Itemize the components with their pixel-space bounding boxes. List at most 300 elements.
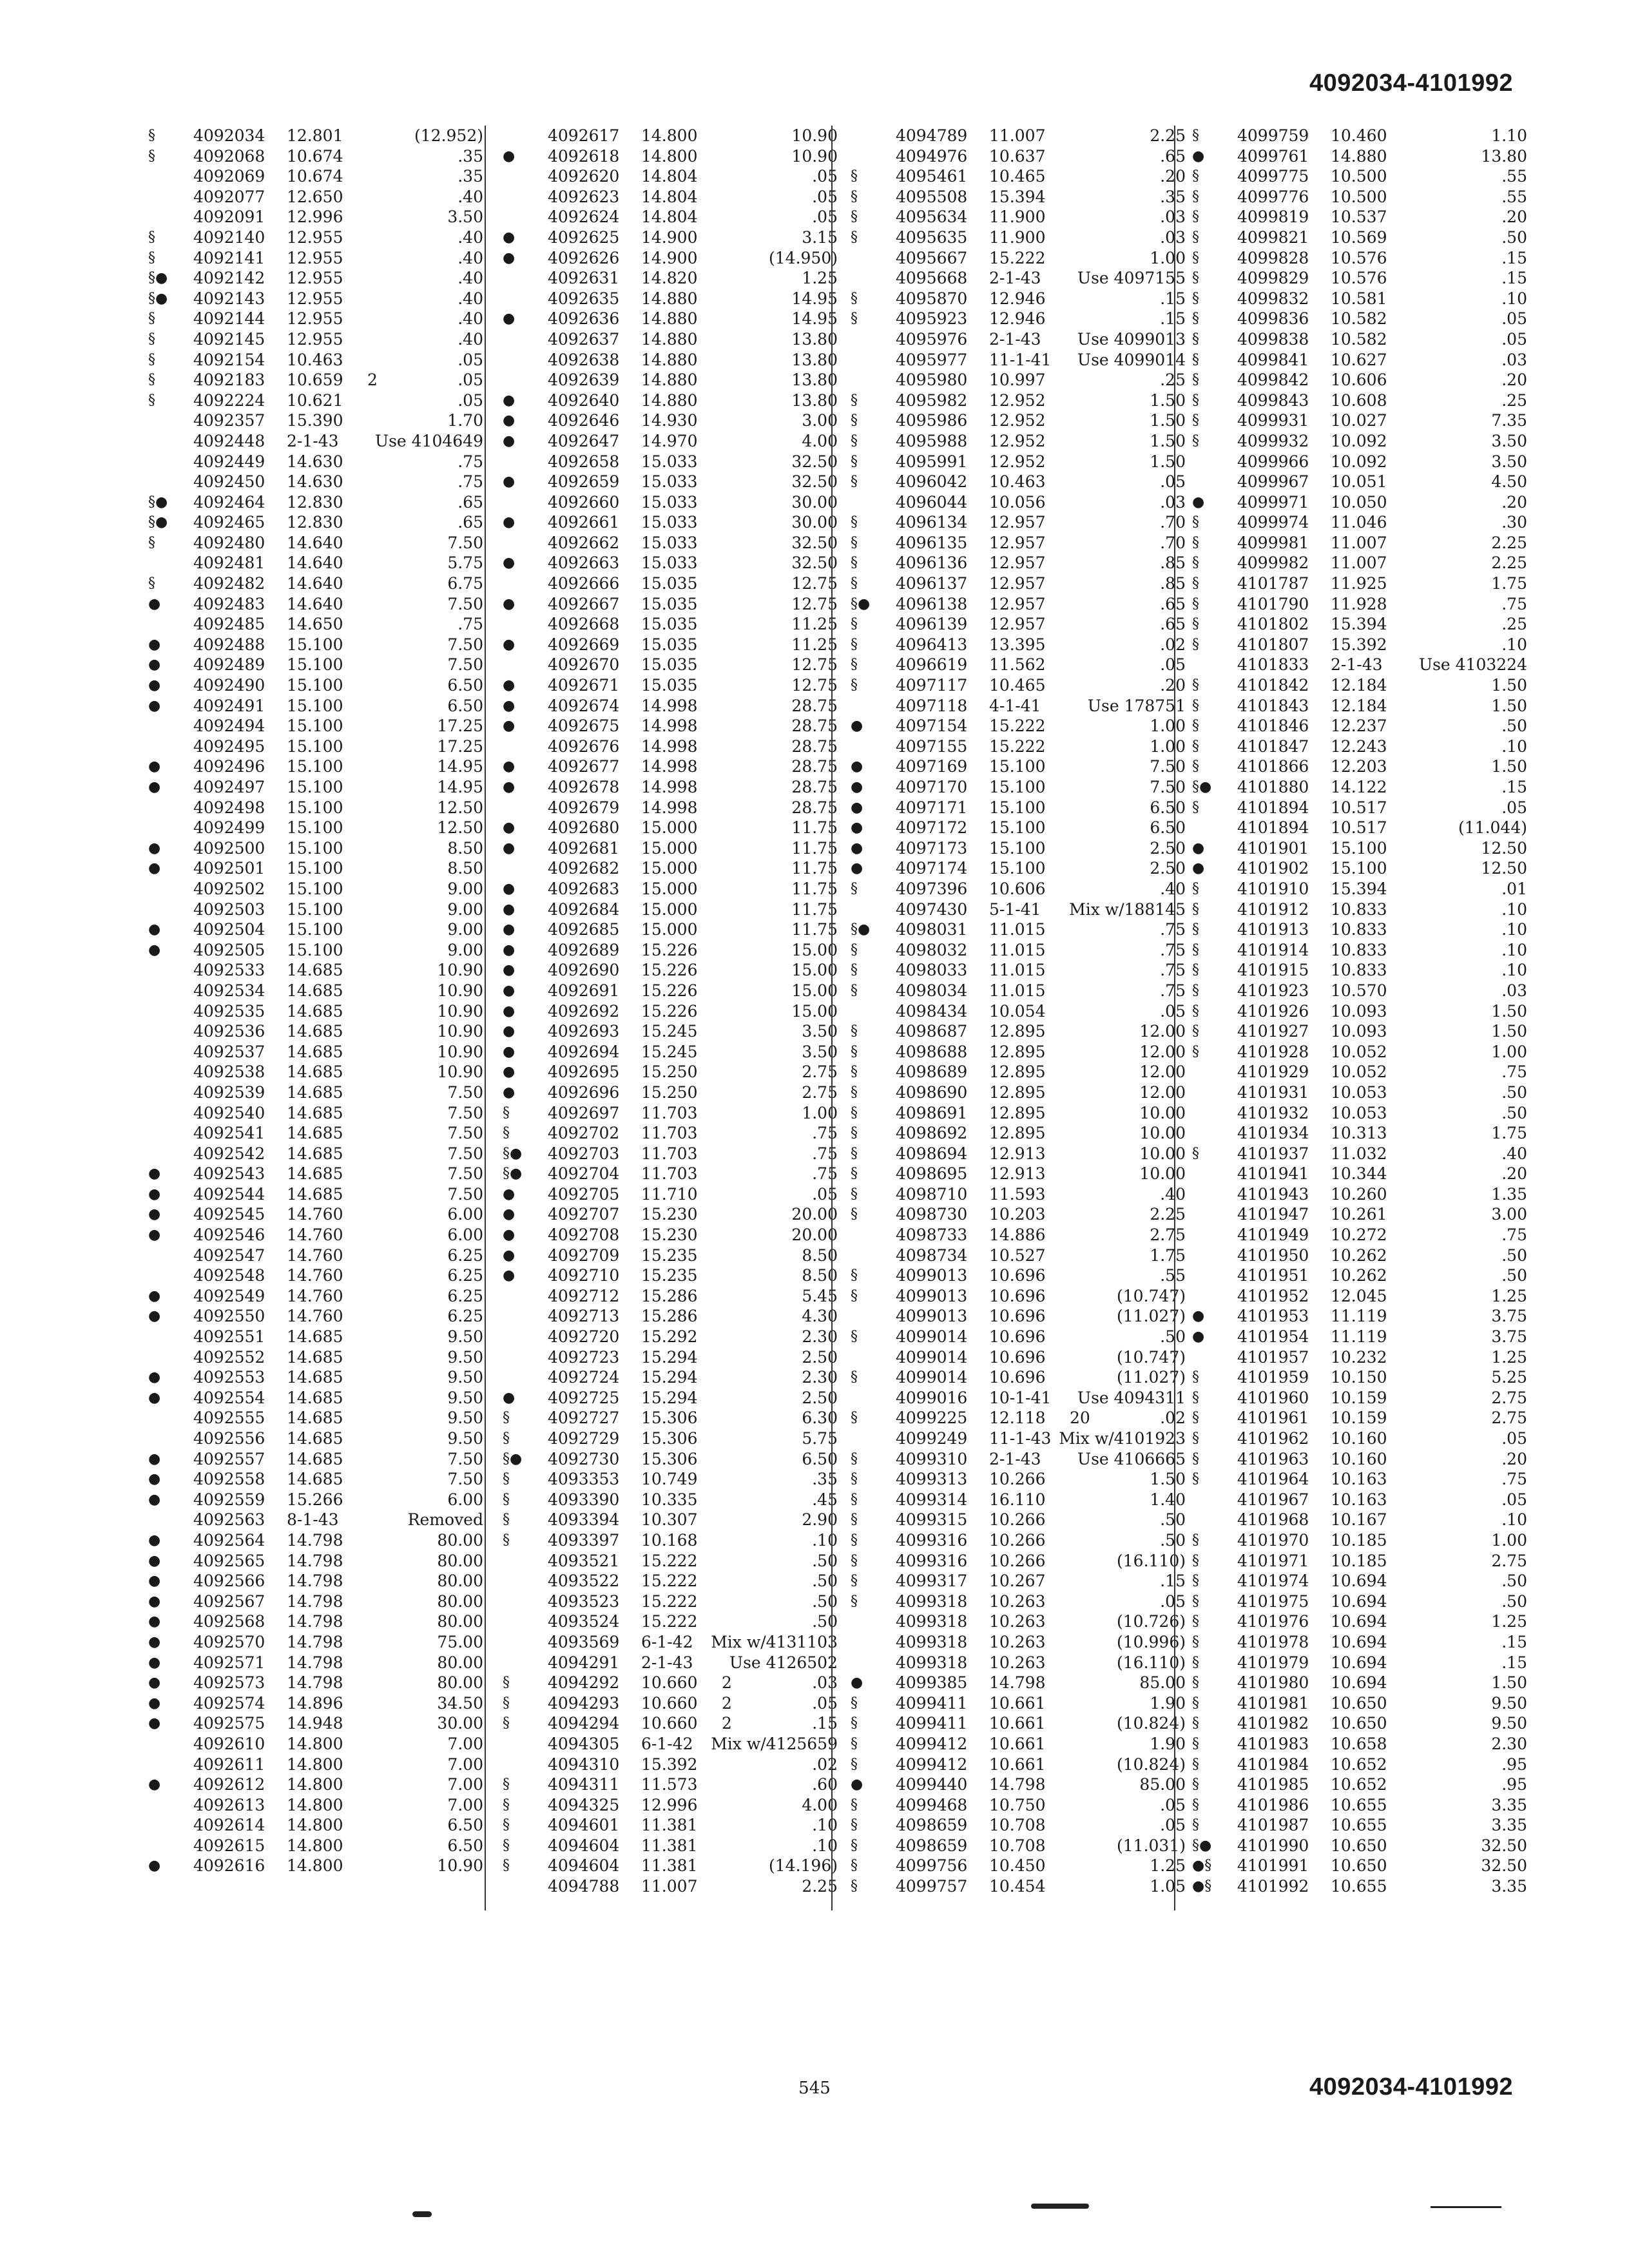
price-value: 4.30	[802, 1307, 838, 1326]
part-number: 4101992	[1237, 1877, 1309, 1896]
part-number: 4092624	[548, 207, 620, 227]
spec-value: 11.015	[989, 940, 1046, 959]
spec-value: 12.955	[287, 289, 343, 308]
price-value: 10.90	[437, 1062, 483, 1082]
part-number: 4097174	[896, 859, 968, 878]
part-number: 4096136	[896, 553, 968, 573]
spec-value: 10.659	[287, 370, 343, 390]
price-value: Mix w/4125659	[711, 1734, 838, 1753]
spec-value: 12.957	[989, 594, 1046, 613]
spec-value: 10.266	[989, 1470, 1046, 1489]
row-marker: ●	[503, 718, 516, 735]
part-number: 4092697	[548, 1103, 620, 1122]
price-value: 11.75	[791, 899, 838, 919]
part-number: 4096138	[896, 594, 968, 613]
part-number: 4092617	[548, 126, 620, 145]
spec-value: 16.110	[989, 1490, 1046, 1509]
part-number: 4092464	[193, 492, 265, 512]
price-value: 32.50	[791, 553, 838, 573]
spec-value: 14.800	[287, 1856, 343, 1876]
row-marker: §	[1192, 1756, 1199, 1773]
part-number: 4096413	[896, 635, 968, 654]
part-number: 4093353	[548, 1470, 620, 1489]
price-value: 1.75	[1491, 574, 1527, 593]
part-number: 4092154	[193, 350, 265, 369]
part-number: 4099315	[896, 1510, 968, 1530]
part-number: 4097155	[896, 736, 968, 756]
spec-value: 11.007	[1331, 533, 1387, 552]
part-number: 4092544	[193, 1184, 265, 1204]
row-marker: ●	[851, 1776, 863, 1793]
row-marker: ●	[503, 1186, 516, 1202]
spec-value: 14.760	[287, 1266, 343, 1285]
spec-value: 15.000	[641, 879, 698, 898]
price-value: 9.50	[447, 1388, 483, 1407]
price-value: 7.50	[447, 655, 483, 675]
price-value: .05	[812, 207, 838, 227]
spec-value: 10.708	[989, 1836, 1046, 1855]
price-value: 15.00	[791, 940, 838, 959]
row-marker: §	[851, 1715, 858, 1732]
row-marker: §	[1192, 229, 1199, 245]
part-number: 4092034	[193, 126, 265, 145]
price-value: 1.25	[1491, 1286, 1527, 1305]
spec-value: 11.381	[641, 1816, 698, 1835]
row-marker: §	[1192, 188, 1199, 205]
spec-value: 10.833	[1331, 899, 1387, 919]
spec-value: 14.685	[287, 1022, 343, 1041]
price-value: 20.00	[791, 1205, 838, 1224]
part-number: 4101807	[1237, 635, 1309, 654]
price-value: 13.80	[791, 350, 838, 369]
part-number: 4095980	[896, 370, 968, 390]
price-value: 2.30	[802, 1327, 838, 1347]
row-marker: §	[851, 1186, 858, 1202]
part-number: 4092707	[548, 1205, 620, 1224]
price-value: 6.00	[447, 1490, 483, 1509]
part-number: 4092502	[193, 879, 265, 898]
price-value: 2.75	[802, 1082, 838, 1102]
part-number: 4092535	[193, 1001, 265, 1021]
part-number: 4092495	[193, 736, 265, 756]
part-number: 4099775	[1237, 167, 1309, 186]
part-number: 4092069	[193, 167, 265, 186]
page-number: 545	[798, 2079, 831, 2098]
spec-value: 10.527	[989, 1245, 1046, 1265]
part-number: 4092678	[548, 778, 620, 796]
row-marker: §	[1192, 128, 1199, 144]
column-divider	[831, 126, 833, 1910]
spec-value: 15.226	[641, 940, 698, 959]
price-value: .05	[1501, 1429, 1527, 1448]
row-marker: ●	[503, 677, 516, 694]
price-value: 13.80	[791, 390, 838, 410]
price-value: Use 4097155	[1077, 269, 1186, 288]
part-number: 4092465	[193, 513, 265, 532]
price-value: .50	[1501, 716, 1527, 736]
price-value: 7.50	[447, 594, 483, 613]
spec-value: 10.833	[1331, 920, 1387, 939]
spec-value: 11.928	[1331, 594, 1387, 613]
part-number: 4092559	[193, 1490, 265, 1509]
price-value: (14.950)	[769, 248, 838, 267]
part-number: 4092680	[548, 818, 620, 838]
spec-value: 10.650	[1331, 1856, 1387, 1876]
part-number: 4092708	[548, 1225, 620, 1245]
part-number: 4092489	[193, 655, 265, 675]
part-number: 4101790	[1237, 594, 1309, 613]
spec-value: 10.261	[1331, 1205, 1387, 1224]
part-number: 4101962	[1237, 1429, 1309, 1448]
spec-value: 2-1-43	[989, 329, 1041, 349]
row-marker: ●	[851, 799, 863, 816]
price-value: .50	[1501, 1245, 1527, 1265]
part-number: 4093569	[548, 1632, 620, 1651]
row-marker: ●	[503, 1084, 516, 1100]
price-value: .15	[812, 1714, 838, 1733]
part-number: 4099318	[896, 1612, 968, 1631]
part-number: 4092660	[548, 492, 620, 512]
price-value: 5.45	[802, 1286, 838, 1305]
spec-value: 14.970	[641, 431, 698, 450]
spec-value: 14.820	[641, 269, 698, 288]
price-value: 15.00	[791, 961, 838, 980]
spec-value: 12.895	[989, 1082, 1046, 1102]
spec-value: 10.606	[989, 879, 1046, 898]
part-number: 4101894	[1237, 818, 1309, 838]
part-number: 4096044	[896, 492, 968, 512]
spec-value: 14.650	[287, 615, 343, 634]
spec-value: 10.655	[1331, 1877, 1387, 1896]
spec-value: 15.100	[989, 778, 1046, 796]
part-number: 4101974	[1237, 1571, 1309, 1591]
row-marker: §	[1192, 1369, 1199, 1386]
row-marker: ●	[148, 1776, 161, 1793]
spec-value: 15.230	[641, 1205, 698, 1224]
row-marker: ●	[148, 1227, 161, 1244]
spec-value: 10.749	[641, 1470, 698, 1489]
spec-value: 14.685	[287, 1449, 343, 1468]
spec-value: 14.760	[287, 1286, 343, 1305]
row-marker: ●	[503, 1267, 516, 1284]
price-value: .60	[812, 1775, 838, 1794]
price-value: .10	[1501, 736, 1527, 756]
price-value: .05	[1160, 1591, 1186, 1611]
spec-value: 12.650	[287, 187, 343, 206]
part-number: 4099385	[896, 1673, 968, 1693]
row-marker: §	[1192, 270, 1199, 287]
spec-value: 14.798	[287, 1632, 343, 1651]
row-marker: §	[1192, 555, 1199, 572]
part-number: 4092713	[548, 1307, 620, 1326]
price-value: .15	[1501, 1653, 1527, 1672]
part-number: 4092537	[193, 1042, 265, 1061]
row-marker: §●	[148, 514, 168, 531]
price-value: 1.90	[1150, 1693, 1186, 1713]
row-marker: §	[851, 453, 858, 470]
row-marker: ●	[148, 1675, 161, 1691]
part-number: 4097171	[896, 798, 968, 817]
row-marker: §●	[851, 595, 871, 612]
part-number: 4092183	[193, 370, 265, 390]
price-value: .40	[458, 187, 483, 206]
part-number: 4092144	[193, 309, 265, 329]
row-marker: §	[1192, 758, 1199, 775]
price-value: .95	[1501, 1754, 1527, 1774]
price-value: 11.75	[791, 879, 838, 898]
part-number: 4101843	[1237, 696, 1309, 715]
price-value: 3.15	[802, 227, 838, 247]
part-number: 4096619	[896, 655, 968, 675]
part-number: 4101984	[1237, 1754, 1309, 1774]
spec-value: 14.800	[641, 146, 698, 166]
price-value: 2.75	[1491, 1408, 1527, 1428]
row-marker: §	[503, 1858, 510, 1874]
part-number: 4099757	[896, 1877, 968, 1896]
part-number: 4101981	[1237, 1693, 1309, 1713]
price-value: .75	[1501, 1225, 1527, 1245]
price-value: 2.25	[1491, 533, 1527, 552]
price-value: 6.50	[447, 696, 483, 715]
spec-value: 10.997	[989, 370, 1046, 390]
part-number: 4101987	[1237, 1816, 1309, 1835]
part-number: 4098730	[896, 1205, 968, 1224]
price-value: Use 4104649	[375, 431, 483, 450]
row-marker: §	[851, 1756, 858, 1773]
price-value: .40	[458, 289, 483, 308]
row-marker: §	[851, 1023, 858, 1040]
part-number: 4092141	[193, 248, 265, 267]
price-value: .75	[1501, 1470, 1527, 1489]
spec-value: 10.163	[1331, 1470, 1387, 1489]
part-number: 4092491	[193, 696, 265, 715]
price-value: .10	[1501, 289, 1527, 308]
row-marker: §	[503, 1430, 510, 1446]
part-number: 4095668	[896, 269, 968, 288]
row-marker: §	[1192, 1573, 1199, 1590]
part-number: 4092625	[548, 227, 620, 247]
spec-value: 10.232	[1331, 1347, 1387, 1367]
row-marker: §	[1192, 1450, 1199, 1467]
part-number: 4099843	[1237, 390, 1309, 410]
spec-value: 10.660	[641, 1714, 698, 1733]
spec-value: 12.955	[287, 269, 343, 288]
spec-value: 10-1-41	[989, 1388, 1052, 1407]
part-number: 4092639	[548, 370, 620, 390]
part-number: 4098733	[896, 1225, 968, 1245]
spec-value: 10.335	[641, 1490, 698, 1509]
part-number: 4092667	[548, 594, 620, 613]
part-number: 4099842	[1237, 370, 1309, 390]
price-value: 6.50	[447, 676, 483, 695]
spec-value: 15.100	[287, 798, 343, 817]
part-number: 4101953	[1237, 1307, 1309, 1326]
price-value: 1.10	[1491, 126, 1527, 145]
part-number: 4092631	[548, 269, 620, 288]
spec-value: 14.804	[641, 207, 698, 227]
part-number: 4092635	[548, 289, 620, 308]
spec-value: 10.092	[1331, 431, 1387, 450]
price-value: 1.50	[1491, 1022, 1527, 1041]
row-marker: ●	[148, 1613, 161, 1630]
part-number: 4092556	[193, 1429, 265, 1448]
price-value: Use 4099014	[1077, 350, 1186, 369]
price-value: Removed	[407, 1510, 483, 1530]
spec-value: 15.306	[641, 1429, 698, 1448]
price-value: .35	[458, 146, 483, 166]
part-number: 4101902	[1237, 859, 1309, 878]
part-number: 4101991	[1237, 1856, 1309, 1876]
price-value: 28.75	[791, 757, 838, 776]
part-number: 4101912	[1237, 899, 1309, 919]
row-marker: ●	[503, 148, 516, 164]
price-value: .20	[1160, 167, 1186, 186]
price-value: 2.25	[802, 1877, 838, 1896]
part-number: 4092685	[548, 920, 620, 939]
spec-value: 10.694	[1331, 1673, 1387, 1693]
price-value: 80.00	[437, 1571, 483, 1591]
part-number: 4092538	[193, 1062, 265, 1082]
part-number: 4092500	[193, 838, 265, 858]
spec-value: 10.576	[1331, 248, 1387, 267]
row-marker: ●	[503, 962, 516, 979]
price-value: .75	[458, 452, 483, 471]
row-marker: §	[148, 575, 155, 592]
price-value: Mix w/4131103	[711, 1632, 838, 1651]
spec-value: 14.998	[641, 736, 698, 756]
price-value: .10	[1501, 635, 1527, 654]
price-value: .05	[458, 350, 483, 369]
quantity-value: 2	[722, 1673, 732, 1693]
row-marker: ●	[503, 514, 516, 531]
row-marker: ●	[148, 1593, 161, 1610]
spec-value: 10.750	[989, 1795, 1046, 1814]
spec-value: 10.696	[989, 1347, 1046, 1367]
price-value: 30.00	[437, 1714, 483, 1733]
price-value: .05	[1501, 1490, 1527, 1509]
row-marker: §	[1192, 412, 1199, 429]
row-marker: §	[1192, 1817, 1199, 1834]
price-value: .02	[812, 1754, 838, 1774]
row-marker: §	[148, 392, 155, 408]
price-value: .05	[1501, 309, 1527, 329]
spec-value: 10.661	[989, 1754, 1046, 1774]
part-number: 4092658	[548, 452, 620, 471]
price-value: .02	[1160, 635, 1186, 654]
spec-value: 10.694	[1331, 1653, 1387, 1672]
spec-value: 10.576	[1331, 269, 1387, 288]
price-value: 7.50	[447, 1449, 483, 1468]
price-value: .50	[1501, 1571, 1527, 1591]
price-value: 6.25	[447, 1307, 483, 1326]
part-number: 4101910	[1237, 879, 1309, 898]
spec-value: 15.100	[287, 736, 343, 756]
part-number: 4101833	[1237, 655, 1309, 675]
part-number: 4099776	[1237, 187, 1309, 206]
spec-value: 14.798	[989, 1775, 1046, 1794]
spec-value: 12.203	[1331, 757, 1387, 776]
row-marker: §●	[851, 921, 871, 938]
part-number: 4099310	[896, 1449, 968, 1468]
spec-value: 10.263	[989, 1653, 1046, 1672]
row-marker: ●	[503, 941, 516, 958]
price-value: 6.25	[447, 1245, 483, 1265]
spec-value: 15.000	[641, 838, 698, 858]
row-marker: §	[1192, 575, 1199, 592]
part-number: 4092533	[193, 961, 265, 980]
spec-value: 12.952	[989, 390, 1046, 410]
part-number: 4092712	[548, 1286, 620, 1305]
price-value: 13.80	[1481, 146, 1527, 166]
spec-value: 10.185	[1331, 1551, 1387, 1570]
price-value: 11.25	[791, 635, 838, 654]
part-number: 4099013	[896, 1266, 968, 1285]
part-number: 4092677	[548, 757, 620, 776]
price-value: .50	[812, 1551, 838, 1570]
spec-value: 6-1-42	[641, 1734, 693, 1753]
row-marker: §	[1192, 1389, 1199, 1406]
price-value: .03	[1501, 981, 1527, 1000]
part-number: 4092694	[548, 1042, 620, 1061]
spec-value: 10.266	[989, 1530, 1046, 1550]
spec-value: 15.100	[1331, 859, 1387, 878]
price-value: 10.90	[437, 1001, 483, 1021]
price-value: (11.044)	[1458, 818, 1527, 838]
spec-value: 12.957	[989, 615, 1046, 634]
row-marker: §●	[503, 1450, 523, 1467]
row-marker: §	[851, 1695, 858, 1711]
spec-value: 12.830	[287, 492, 343, 512]
row-marker: ●	[503, 840, 516, 856]
row-marker: §	[851, 1125, 858, 1142]
spec-value: 10.267	[989, 1571, 1046, 1591]
spec-value: 15.245	[641, 1022, 698, 1041]
part-number: 4101979	[1237, 1653, 1309, 1672]
price-value: 1.50	[1491, 1673, 1527, 1693]
row-marker: §	[851, 1450, 858, 1467]
part-number: 4092555	[193, 1408, 265, 1428]
part-number: 4092552	[193, 1347, 265, 1367]
price-value: .70	[1160, 513, 1186, 532]
row-marker: ●	[1192, 860, 1205, 877]
price-value: 9.50	[1491, 1693, 1527, 1713]
spec-value: 14.640	[287, 594, 343, 613]
row-marker: §	[851, 1593, 858, 1610]
spec-value: 14.798	[287, 1571, 343, 1591]
spec-value: 10.655	[1331, 1816, 1387, 1835]
spec-value: 13.395	[989, 635, 1046, 654]
price-value: 9.00	[447, 940, 483, 959]
spec-value: 12.895	[989, 1062, 1046, 1082]
price-value: .50	[812, 1612, 838, 1631]
spec-value: 15.100	[1331, 838, 1387, 858]
row-marker: ●	[148, 1166, 161, 1182]
part-number: 4092224	[193, 390, 265, 410]
part-number: 4101960	[1237, 1388, 1309, 1407]
spec-value: 14.685	[287, 1001, 343, 1021]
spec-value: 10.694	[1331, 1591, 1387, 1611]
price-value: .05	[1160, 1795, 1186, 1814]
part-number: 4095977	[896, 350, 968, 369]
price-value: 5.75	[447, 553, 483, 573]
price-value: 30.00	[791, 513, 838, 532]
part-number: 4099318	[896, 1653, 968, 1672]
part-number: 4093524	[548, 1612, 620, 1631]
price-value: Use 4126502	[729, 1653, 838, 1672]
price-value: 7.35	[1491, 411, 1527, 430]
row-marker: ●	[503, 636, 516, 653]
part-number: 4092357	[193, 411, 265, 430]
